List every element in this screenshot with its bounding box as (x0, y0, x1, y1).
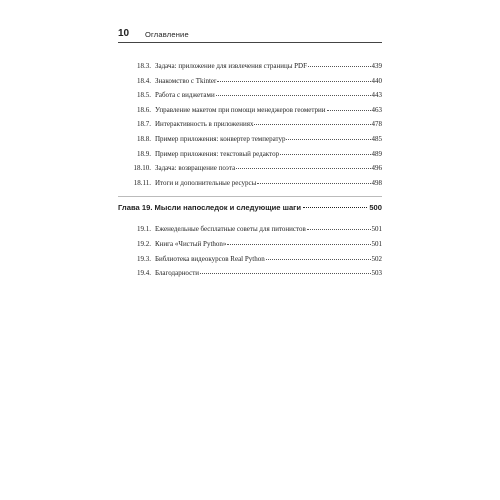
toc-entry-title: Пример приложения: текстовый редактор (155, 149, 280, 158)
dot-leader (254, 115, 370, 125)
toc-entry (118, 146, 382, 161)
toc-entry (118, 102, 382, 117)
toc-entry-number: 19.1. (137, 225, 151, 234)
toc-entry (118, 221, 382, 236)
toc-entry-number: 18.7. (137, 120, 151, 129)
toc-entry (118, 58, 382, 73)
toc-entry-page: 498 (371, 178, 382, 187)
running-title: Оглавление (145, 30, 189, 39)
toc-entry (118, 265, 382, 280)
dot-leader (280, 145, 370, 155)
toc-entry-title: Знакомство с Tkinter (155, 76, 217, 85)
dot-leader (303, 197, 367, 208)
toc-entry-number: 18.10. (133, 164, 151, 173)
toc-entry-title: Интерактивность в приложениях (155, 120, 254, 129)
toc-entry-number: 18.3. (137, 62, 151, 70)
dot-leader (257, 174, 370, 184)
toc-entry-title: Еженедельные бесплатные советы для питонистов (155, 225, 306, 234)
chapter-page: 500 (369, 203, 382, 213)
toc-entry-title: Работа с виджетами (155, 91, 215, 100)
toc-entry-page: 443 (371, 91, 382, 100)
toc-entry (118, 73, 382, 88)
dot-leader (227, 235, 370, 245)
toc-entry-number: 18.8. (137, 134, 151, 143)
dot-leader (266, 250, 371, 260)
toc-entry-number: 18.9. (137, 149, 151, 158)
toc-entry-title: Задача: возвращение поэта (155, 164, 236, 173)
running-header (118, 28, 382, 43)
dot-leader (236, 159, 370, 169)
dot-leader (217, 72, 370, 82)
chapter-title: Глава 19. Мысли напоследок и следующие шаги (118, 203, 302, 213)
toc-entry-page: 485 (371, 134, 382, 143)
toc-entry-title: Пример приложения: конвертер температур (155, 134, 286, 143)
dot-leader (307, 220, 371, 230)
toc-entry-number: 19.3. (137, 254, 151, 263)
toc-entry-title: Книга «Чистый Python» (155, 239, 227, 248)
toc-entry-number: 18.5. (137, 91, 151, 100)
dot-leader (327, 101, 371, 111)
toc-entry-title: Благодарности (155, 269, 200, 278)
toc-entry-page: 503 (371, 269, 382, 278)
dot-leader (216, 86, 371, 96)
toc-entry (118, 87, 382, 102)
page-number: 10 (118, 28, 130, 39)
toc-entry (118, 251, 382, 266)
toc-entry-number: 18.11. (133, 178, 151, 187)
dot-leader (286, 130, 370, 140)
toc-entry (118, 131, 382, 146)
dot-leader (308, 57, 371, 67)
toc-entry (118, 116, 382, 131)
toc-entry-title: Задача: приложение для извлечения страницы PDF (155, 62, 307, 70)
toc-entry (118, 236, 382, 251)
toc-chapter-heading (118, 196, 382, 217)
table-of-contents (118, 58, 382, 280)
toc-entry-page: 440 (371, 76, 382, 85)
toc-entry-title: Библиотека видеокурсов Real Python (155, 254, 265, 263)
toc-entry-page: 501 (371, 239, 382, 248)
toc-entry-page: 478 (371, 120, 382, 129)
toc-entry-page: 496 (371, 164, 382, 173)
toc-entry-page: 489 (371, 149, 382, 158)
toc-entry-number: 19.4. (137, 269, 151, 278)
toc-entry-page: 463 (371, 105, 382, 114)
toc-entry-title: Итоги и дополнительные ресурсы (155, 178, 257, 187)
toc-entry-number: 18.4. (137, 76, 151, 85)
toc-entry (118, 160, 382, 175)
toc-entry-title: Управление макетом при помощи менеджеров геометрии (155, 105, 326, 114)
toc-entry-page: 439 (371, 62, 382, 70)
toc-entry-page: 501 (371, 225, 382, 234)
dot-leader (200, 264, 370, 274)
toc-entry-number: 18.6. (137, 105, 151, 114)
toc-entry-page: 502 (371, 254, 382, 263)
toc-entry-number: 19.2. (137, 239, 151, 248)
toc-entry (118, 175, 382, 190)
